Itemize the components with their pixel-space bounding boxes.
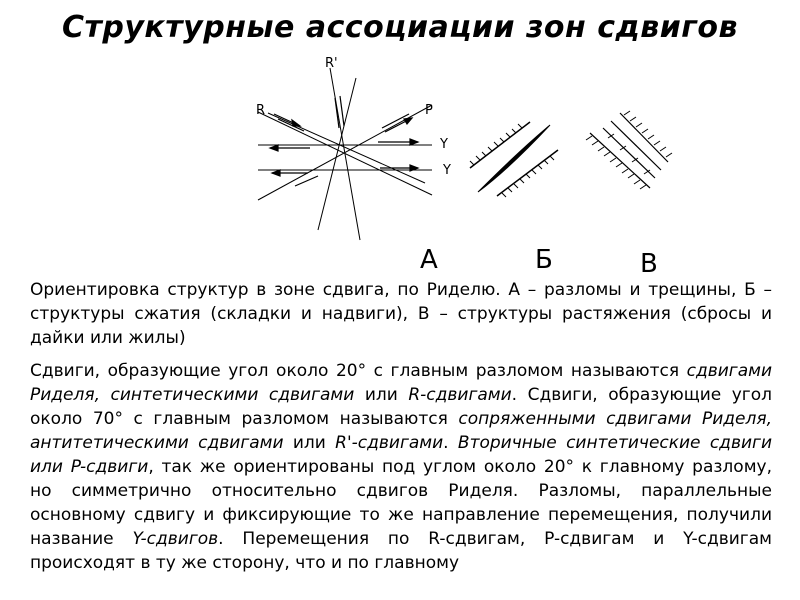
panel-label-a: А <box>420 245 438 275</box>
diagram-b-compression <box>470 122 558 197</box>
body-text: . Перемещения по R-сдвигам, P-сдвигам и Y-сдвигам происходят в ту же сторону, что и по главному <box>30 529 772 573</box>
term-r-shears: R-сдвигами <box>408 385 512 405</box>
caption-line-1: Ориентировка структур в зоне сдвига, по Риделю. А – разломы и трещины, <box>30 280 737 300</box>
body-text: . <box>443 433 458 453</box>
term-r-prime-shears: R'-сдвигами <box>335 433 444 453</box>
body-text: или <box>283 433 336 453</box>
label-p: P <box>425 103 433 118</box>
label-r-prime: R' <box>325 56 338 71</box>
diagram-v-extension <box>586 111 672 189</box>
term-conjugate-riedel-shears: сопряженными сдвигами Риделя, антитетическими сдвигами <box>30 409 772 453</box>
term-y-shears: Y-сдвигов <box>132 529 219 549</box>
label-y-lower: Y <box>443 163 451 178</box>
body-text: Сдвиги, образующие угол около 20° с главным разломом называются <box>30 361 687 381</box>
body-text: или <box>354 385 409 405</box>
term-riedel-shears: сдвигами Риделя, синтетическими сдвигами <box>30 361 772 405</box>
label-y-upper: Y <box>440 137 448 152</box>
label-r: R <box>256 103 266 118</box>
panel-label-v: В <box>640 249 658 279</box>
figure-caption <box>30 278 772 350</box>
riedel-shear-figure <box>240 55 680 250</box>
body-text: , так же ориентированы под углом около 20° к главному разлому, но симметрично относительно сдвигов Риделя. Разломы, параллельные основному сдвигу и фиксирующие то же направление перемещения, получили название <box>30 457 772 549</box>
body-text: . Сдвиги, образующие угол около 70° с главным разломом называются <box>30 385 772 429</box>
term-p-shears: Вторичные синтетические сдвиги или P-сдвиги <box>30 433 772 477</box>
diagram-a-fault-lines <box>258 68 432 240</box>
page-title: Структурные ассоциации зон сдвигов <box>61 10 738 45</box>
panel-label-b: Б <box>535 245 553 275</box>
diagram-a-shear-arrows <box>270 96 418 186</box>
caption-line-2: Б – структуры сжатия (складки и надвиги), В – структуры растяжения (сбросы и дайки или жилы) <box>30 280 772 348</box>
body-paragraph <box>30 359 772 575</box>
